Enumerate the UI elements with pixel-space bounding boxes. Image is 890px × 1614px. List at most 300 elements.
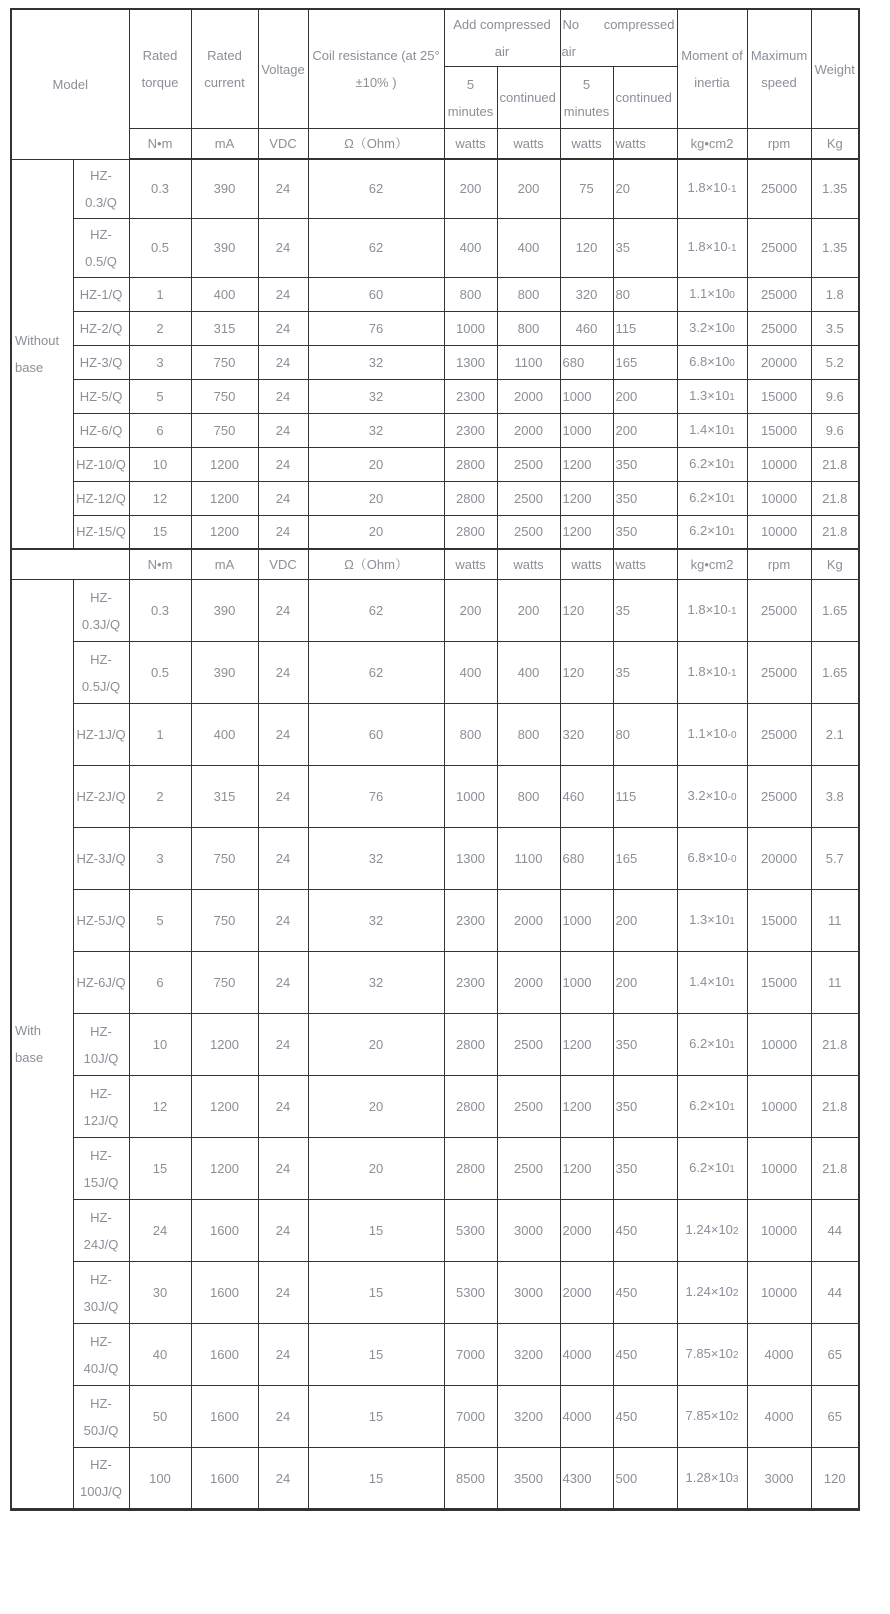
watts-no-5min-cell: 320 xyxy=(560,277,613,311)
weight-cell: 44 xyxy=(811,1200,859,1262)
voltage-cell: 24 xyxy=(258,1324,308,1386)
weight-cell: 1.65 xyxy=(811,580,859,642)
watts-no-5min-cell: 680 xyxy=(560,345,613,379)
weight-cell: 3.8 xyxy=(811,766,859,828)
watts-no-continued-cell: 500 xyxy=(613,1448,677,1510)
inertia-cell xyxy=(677,515,747,549)
inertia-exponent: -1 xyxy=(727,606,737,617)
voltage-cell: 24 xyxy=(258,413,308,447)
watts-add-continued-cell: 3000 xyxy=(497,1262,560,1324)
header-model: Model xyxy=(11,9,129,159)
weight-cell: 11 xyxy=(811,890,859,952)
watts-no-5min-cell: 120 xyxy=(560,580,613,642)
coil-resistance-cell: 20 xyxy=(308,1014,444,1076)
watts-no-continued-cell: 80 xyxy=(613,277,677,311)
table-row xyxy=(11,642,859,704)
header-row-groups xyxy=(11,9,859,67)
model-cell: HZ- 0.3/Q xyxy=(73,159,129,218)
inertia-cell xyxy=(677,642,747,704)
unit-current: mA xyxy=(191,129,258,160)
current-cell: 750 xyxy=(191,379,258,413)
voltage-cell: 24 xyxy=(258,277,308,311)
coil-resistance-cell: 32 xyxy=(308,379,444,413)
watts-add-5min-cell: 1000 xyxy=(444,311,497,345)
speed-cell: 25000 xyxy=(747,159,811,218)
model-cell: HZ-3/Q xyxy=(73,345,129,379)
header-coil-resistance: Coil resistance (at 25°±10% ) xyxy=(308,9,444,129)
inertia-value: 3.2×10 xyxy=(687,788,728,803)
current-cell: 1600 xyxy=(191,1324,258,1386)
voltage-cell: 24 xyxy=(258,159,308,218)
current-cell: 1200 xyxy=(191,481,258,515)
inertia-value: 6.2×10 xyxy=(689,523,730,539)
table-row xyxy=(11,1014,859,1076)
watts-no-5min-cell: 2000 xyxy=(560,1262,613,1324)
watts-add-5min-cell: 1300 xyxy=(444,828,497,890)
watts-no-5min-cell: 1200 xyxy=(560,447,613,481)
table-row xyxy=(11,311,859,345)
watts-add-continued-cell: 400 xyxy=(497,642,560,704)
weight-cell: 11 xyxy=(811,952,859,1014)
watts-no-continued-cell: 450 xyxy=(613,1200,677,1262)
model-cell: HZ-6J/Q xyxy=(73,952,129,1014)
speed-cell: 25000 xyxy=(747,642,811,704)
watts-add-5min-cell: 2300 xyxy=(444,413,497,447)
voltage-cell: 24 xyxy=(258,447,308,481)
inertia-value: 1.28×10 xyxy=(685,1469,733,1485)
watts-add-5min-cell: 7000 xyxy=(444,1386,497,1448)
current-cell: 315 xyxy=(191,311,258,345)
watts-add-5min-cell: 200 xyxy=(444,580,497,642)
torque-cell: 12 xyxy=(129,1076,191,1138)
watts-add-5min-cell: 400 xyxy=(444,642,497,704)
unit-speed: rpm xyxy=(747,549,811,580)
watts-add-continued-cell: 2000 xyxy=(497,413,560,447)
inertia-exponent: 0 xyxy=(729,357,735,369)
current-cell: 750 xyxy=(191,952,258,1014)
model-cell: HZ-10/Q xyxy=(73,447,129,481)
header-rated-current: Rated current xyxy=(191,9,258,129)
inertia-exponent: 2 xyxy=(732,1412,739,1423)
speed-cell: 10000 xyxy=(747,1014,811,1076)
watts-add-5min-cell: 2800 xyxy=(444,1138,497,1200)
speed-cell: 15000 xyxy=(747,379,811,413)
inertia-exponent: 2 xyxy=(732,1226,739,1237)
watts-add-5min-cell: 5300 xyxy=(444,1200,497,1262)
speed-cell: 25000 xyxy=(747,766,811,828)
current-cell: 400 xyxy=(191,704,258,766)
speed-cell: 25000 xyxy=(747,277,811,311)
coil-resistance-cell: 62 xyxy=(308,580,444,642)
torque-cell: 5 xyxy=(129,379,191,413)
inertia-cell xyxy=(677,1448,747,1510)
inertia-value: 1.3×10 xyxy=(689,387,730,403)
watts-add-continued-cell: 800 xyxy=(497,766,560,828)
coil-resistance-cell: 20 xyxy=(308,447,444,481)
weight-cell: 3.5 xyxy=(811,311,859,345)
watts-no-5min-cell: 1200 xyxy=(560,515,613,549)
weight-cell: 21.8 xyxy=(811,1014,859,1076)
header-add-continued: continued xyxy=(497,67,560,129)
torque-cell: 10 xyxy=(129,447,191,481)
unit-watts-no-5min: watts xyxy=(560,129,613,160)
weight-cell: 1.65 xyxy=(811,642,859,704)
inertia-cell xyxy=(677,1076,747,1138)
inertia-value: 1.1×10 xyxy=(689,285,730,301)
torque-cell: 12 xyxy=(129,481,191,515)
coil-resistance-cell: 76 xyxy=(308,311,444,345)
inertia-exponent: -1 xyxy=(727,668,737,679)
weight-cell: 65 xyxy=(811,1386,859,1448)
inertia-exponent: -0 xyxy=(727,730,737,741)
table-row xyxy=(11,481,859,515)
inertia-cell xyxy=(677,345,747,379)
brake-spec-table xyxy=(10,8,860,1511)
inertia-value: 1.1×10 xyxy=(687,726,728,741)
inertia-cell xyxy=(677,580,747,642)
watts-no-5min-cell: 75 xyxy=(560,159,613,218)
watts-add-continued-cell: 200 xyxy=(497,580,560,642)
model-cell: HZ-15/Q xyxy=(73,515,129,549)
inertia-exponent: 1 xyxy=(729,1164,735,1175)
unit-watts-add-cont: watts xyxy=(497,129,560,160)
torque-cell: 0.3 xyxy=(129,159,191,218)
table-row xyxy=(11,1386,859,1448)
voltage-cell: 24 xyxy=(258,515,308,549)
watts-add-continued-cell: 1100 xyxy=(497,828,560,890)
coil-resistance-cell: 15 xyxy=(308,1200,444,1262)
model-cell: HZ-6/Q xyxy=(73,413,129,447)
current-cell: 1200 xyxy=(191,515,258,549)
current-cell: 1600 xyxy=(191,1200,258,1262)
weight-cell: 9.6 xyxy=(811,379,859,413)
torque-cell: 2 xyxy=(129,766,191,828)
current-cell: 1600 xyxy=(191,1386,258,1448)
inertia-exponent: 0 xyxy=(729,289,735,301)
watts-no-continued-cell: 20 xyxy=(613,159,677,218)
voltage-cell: 24 xyxy=(258,481,308,515)
inertia-exponent: 1 xyxy=(729,978,735,989)
inertia-value: 1.8×10 xyxy=(687,239,728,254)
table-row xyxy=(11,890,859,952)
unit-watts-no-5min: watts xyxy=(560,549,613,580)
coil-resistance-cell: 62 xyxy=(308,642,444,704)
watts-no-5min-cell: 1000 xyxy=(560,952,613,1014)
inertia-value: 6.2×10 xyxy=(689,455,730,471)
speed-cell: 20000 xyxy=(747,345,811,379)
inertia-exponent: 1 xyxy=(729,425,735,437)
inertia-cell xyxy=(677,277,747,311)
inertia-cell xyxy=(677,952,747,1014)
voltage-cell: 24 xyxy=(258,704,308,766)
model-cell: HZ-3J/Q xyxy=(73,828,129,890)
inertia-cell xyxy=(677,413,747,447)
table-row xyxy=(11,345,859,379)
no-air-line1 xyxy=(562,11,676,38)
watts-no-5min-cell: 1200 xyxy=(560,1076,613,1138)
header-rated-torque: Rated torque xyxy=(129,9,191,129)
inertia-cell xyxy=(677,159,747,218)
watts-no-5min-cell: 320 xyxy=(560,704,613,766)
inertia-value: 1.24×10 xyxy=(685,1284,733,1299)
inertia-value: 7.85×10 xyxy=(685,1346,733,1361)
voltage-cell: 24 xyxy=(258,218,308,277)
weight-cell: 1.8 xyxy=(811,277,859,311)
table-row xyxy=(11,1448,859,1510)
model-cell: HZ-2J/Q xyxy=(73,766,129,828)
inertia-cell xyxy=(677,766,747,828)
speed-cell: 10000 xyxy=(747,1138,811,1200)
unit-weight: Kg xyxy=(811,129,859,160)
watts-add-5min-cell: 2800 xyxy=(444,481,497,515)
coil-resistance-cell: 15 xyxy=(308,1448,444,1510)
watts-no-continued-cell: 115 xyxy=(613,766,677,828)
unit-watts-add-cont: watts xyxy=(497,549,560,580)
current-cell: 400 xyxy=(191,277,258,311)
inertia-cell xyxy=(677,1386,747,1448)
coil-resistance-cell: 32 xyxy=(308,413,444,447)
unit-speed: rpm xyxy=(747,129,811,160)
inertia-exponent: 2 xyxy=(732,1350,739,1361)
torque-cell: 0.5 xyxy=(129,218,191,277)
unit-inertia: kg•cm2 xyxy=(677,549,747,580)
header-voltage: Voltage xyxy=(258,9,308,129)
watts-add-continued-cell: 3200 xyxy=(497,1386,560,1448)
inertia-cell xyxy=(677,1200,747,1262)
coil-resistance-cell: 20 xyxy=(308,481,444,515)
coil-resistance-cell: 60 xyxy=(308,704,444,766)
table-row xyxy=(11,515,859,549)
watts-no-continued-cell: 165 xyxy=(613,828,677,890)
current-cell: 750 xyxy=(191,413,258,447)
inertia-value: 6.2×10 xyxy=(689,1160,730,1175)
unit-coil: Ω（Ohm） xyxy=(308,549,444,580)
inertia-cell xyxy=(677,1014,747,1076)
coil-resistance-cell: 76 xyxy=(308,766,444,828)
inertia-value: 1.8×10 xyxy=(687,664,728,679)
coil-resistance-cell: 60 xyxy=(308,277,444,311)
watts-no-5min-cell: 1200 xyxy=(560,481,613,515)
watts-add-5min-cell: 2300 xyxy=(444,952,497,1014)
coil-resistance-cell: 15 xyxy=(308,1386,444,1448)
torque-cell: 24 xyxy=(129,1200,191,1262)
inertia-exponent: 3 xyxy=(732,1473,739,1485)
voltage-cell: 24 xyxy=(258,1262,308,1324)
table-row xyxy=(11,447,859,481)
voltage-cell: 24 xyxy=(258,890,308,952)
no-air-word-no: No xyxy=(562,17,580,32)
inertia-exponent: 0 xyxy=(729,323,735,335)
inertia-exponent: 1 xyxy=(729,1040,735,1051)
voltage-cell: 24 xyxy=(258,1138,308,1200)
watts-no-continued-cell: 350 xyxy=(613,1076,677,1138)
inertia-cell xyxy=(677,481,747,515)
watts-add-continued-cell: 2500 xyxy=(497,1014,560,1076)
model-cell: HZ- 10J/Q xyxy=(73,1014,129,1076)
inertia-exponent: -1 xyxy=(727,184,737,196)
inertia-value: 3.2×10 xyxy=(689,319,730,335)
coil-resistance-cell: 32 xyxy=(308,828,444,890)
watts-no-5min-cell: 4000 xyxy=(560,1386,613,1448)
header-weight: Weight xyxy=(811,9,859,129)
watts-no-continued-cell: 450 xyxy=(613,1386,677,1448)
torque-cell: 6 xyxy=(129,952,191,1014)
watts-no-continued-cell: 80 xyxy=(613,704,677,766)
watts-add-continued-cell: 2500 xyxy=(497,447,560,481)
current-cell: 1200 xyxy=(191,1138,258,1200)
model-cell: HZ-5J/Q xyxy=(73,890,129,952)
model-cell: HZ-2/Q xyxy=(73,311,129,345)
inertia-value: 1.8×10 xyxy=(687,180,728,196)
model-cell: HZ- 0.5J/Q xyxy=(73,642,129,704)
watts-add-5min-cell: 5300 xyxy=(444,1262,497,1324)
torque-cell: 15 xyxy=(129,515,191,549)
inertia-cell xyxy=(677,218,747,277)
watts-add-continued-cell: 800 xyxy=(497,277,560,311)
watts-no-5min-cell: 2000 xyxy=(560,1200,613,1262)
watts-no-5min-cell: 4000 xyxy=(560,1324,613,1386)
torque-cell: 6 xyxy=(129,413,191,447)
torque-cell: 5 xyxy=(129,890,191,952)
section-label: Without base xyxy=(11,159,73,549)
unit-torque: N•m xyxy=(129,129,191,160)
watts-add-5min-cell: 2800 xyxy=(444,515,497,549)
watts-add-5min-cell: 2300 xyxy=(444,379,497,413)
inertia-exponent: 1 xyxy=(729,916,735,927)
table-row xyxy=(11,952,859,1014)
unit-torque: N•m xyxy=(129,549,191,580)
watts-add-5min-cell: 1000 xyxy=(444,766,497,828)
watts-add-5min-cell: 2800 xyxy=(444,447,497,481)
speed-cell: 15000 xyxy=(747,952,811,1014)
unit-inertia: kg•cm2 xyxy=(677,129,747,160)
table-header xyxy=(11,9,859,159)
watts-no-continued-cell: 115 xyxy=(613,311,677,345)
voltage-cell: 24 xyxy=(258,642,308,704)
current-cell: 1600 xyxy=(191,1448,258,1510)
watts-no-5min-cell: 1000 xyxy=(560,413,613,447)
inertia-exponent: 1 xyxy=(729,459,735,471)
speed-cell: 10000 xyxy=(747,515,811,549)
table-row xyxy=(11,828,859,890)
inertia-value: 7.85×10 xyxy=(685,1408,733,1423)
current-cell: 1600 xyxy=(191,1262,258,1324)
voltage-cell: 24 xyxy=(258,952,308,1014)
watts-add-5min-cell: 400 xyxy=(444,218,497,277)
table-row xyxy=(11,1200,859,1262)
weight-cell: 21.8 xyxy=(811,481,859,515)
inertia-value: 6.2×10 xyxy=(689,489,730,505)
speed-cell: 15000 xyxy=(747,890,811,952)
speed-cell: 25000 xyxy=(747,704,811,766)
model-cell: HZ- 12J/Q xyxy=(73,1076,129,1138)
voltage-cell: 24 xyxy=(258,1076,308,1138)
watts-no-5min-cell: 1200 xyxy=(560,1014,613,1076)
watts-add-5min-cell: 2300 xyxy=(444,890,497,952)
header-no-compressed-air xyxy=(560,9,677,67)
torque-cell: 50 xyxy=(129,1386,191,1448)
watts-no-5min-cell: 460 xyxy=(560,766,613,828)
model-cell: HZ- 40J/Q xyxy=(73,1324,129,1386)
weight-cell: 21.8 xyxy=(811,1076,859,1138)
watts-add-5min-cell: 800 xyxy=(444,704,497,766)
unit-watts-add-5min: watts xyxy=(444,549,497,580)
table-row xyxy=(11,277,859,311)
torque-cell: 3 xyxy=(129,345,191,379)
watts-add-continued-cell: 400 xyxy=(497,218,560,277)
watts-no-5min-cell: 680 xyxy=(560,828,613,890)
coil-resistance-cell: 32 xyxy=(308,952,444,1014)
unit-weight: Kg xyxy=(811,549,859,580)
model-cell: HZ- 0.5/Q xyxy=(73,218,129,277)
inertia-cell xyxy=(677,890,747,952)
current-cell: 1200 xyxy=(191,447,258,481)
no-air-word-air: air xyxy=(561,44,576,59)
watts-no-continued-cell: 200 xyxy=(613,379,677,413)
section-label: With base xyxy=(11,580,73,1510)
table-row xyxy=(11,766,859,828)
header-maximum-speed: Maximum speed xyxy=(747,9,811,129)
watts-no-continued-cell: 200 xyxy=(613,952,677,1014)
torque-cell: 100 xyxy=(129,1448,191,1510)
torque-cell: 30 xyxy=(129,1262,191,1324)
watts-no-5min-cell: 460 xyxy=(560,311,613,345)
weight-cell: 120 xyxy=(811,1448,859,1510)
weight-cell: 65 xyxy=(811,1324,859,1386)
current-cell: 390 xyxy=(191,159,258,218)
watts-add-continued-cell: 2000 xyxy=(497,379,560,413)
inertia-exponent: 1 xyxy=(729,391,735,403)
speed-cell: 15000 xyxy=(747,413,811,447)
inertia-value: 1.4×10 xyxy=(689,974,730,989)
header-moment-of-inertia: Moment of inertia xyxy=(677,9,747,129)
watts-no-continued-cell: 35 xyxy=(613,580,677,642)
voltage-cell: 24 xyxy=(258,766,308,828)
watts-no-continued-cell: 450 xyxy=(613,1324,677,1386)
inertia-exponent: -1 xyxy=(727,243,737,254)
speed-cell: 4000 xyxy=(747,1386,811,1448)
inertia-cell xyxy=(677,704,747,766)
table-row xyxy=(11,580,859,642)
header-add-5min: 5 minutes xyxy=(444,67,497,129)
current-cell: 750 xyxy=(191,828,258,890)
watts-add-continued-cell: 2500 xyxy=(497,1138,560,1200)
speed-cell: 3000 xyxy=(747,1448,811,1510)
current-cell: 1200 xyxy=(191,1076,258,1138)
weight-cell: 1.35 xyxy=(811,218,859,277)
weight-cell: 21.8 xyxy=(811,1138,859,1200)
header-add-compressed-air: Add compressed air xyxy=(444,9,560,67)
model-cell: HZ-1/Q xyxy=(73,277,129,311)
unit-voltage: VDC xyxy=(258,129,308,160)
coil-resistance-cell: 20 xyxy=(308,1138,444,1200)
no-air-word-compressed: compressed xyxy=(603,17,675,32)
table-row xyxy=(11,1076,859,1138)
inertia-value: 1.24×10 xyxy=(685,1222,733,1237)
coil-resistance-cell: 32 xyxy=(308,345,444,379)
inertia-value: 6.8×10 xyxy=(687,850,728,865)
watts-no-5min-cell: 4300 xyxy=(560,1448,613,1510)
torque-cell: 1 xyxy=(129,704,191,766)
coil-resistance-cell: 32 xyxy=(308,890,444,952)
model-cell: HZ- 30J/Q xyxy=(73,1262,129,1324)
speed-cell: 20000 xyxy=(747,828,811,890)
watts-add-5min-cell: 2800 xyxy=(444,1014,497,1076)
inertia-exponent: 1 xyxy=(729,493,735,505)
table-row xyxy=(11,704,859,766)
inertia-cell xyxy=(677,379,747,413)
current-cell: 750 xyxy=(191,890,258,952)
